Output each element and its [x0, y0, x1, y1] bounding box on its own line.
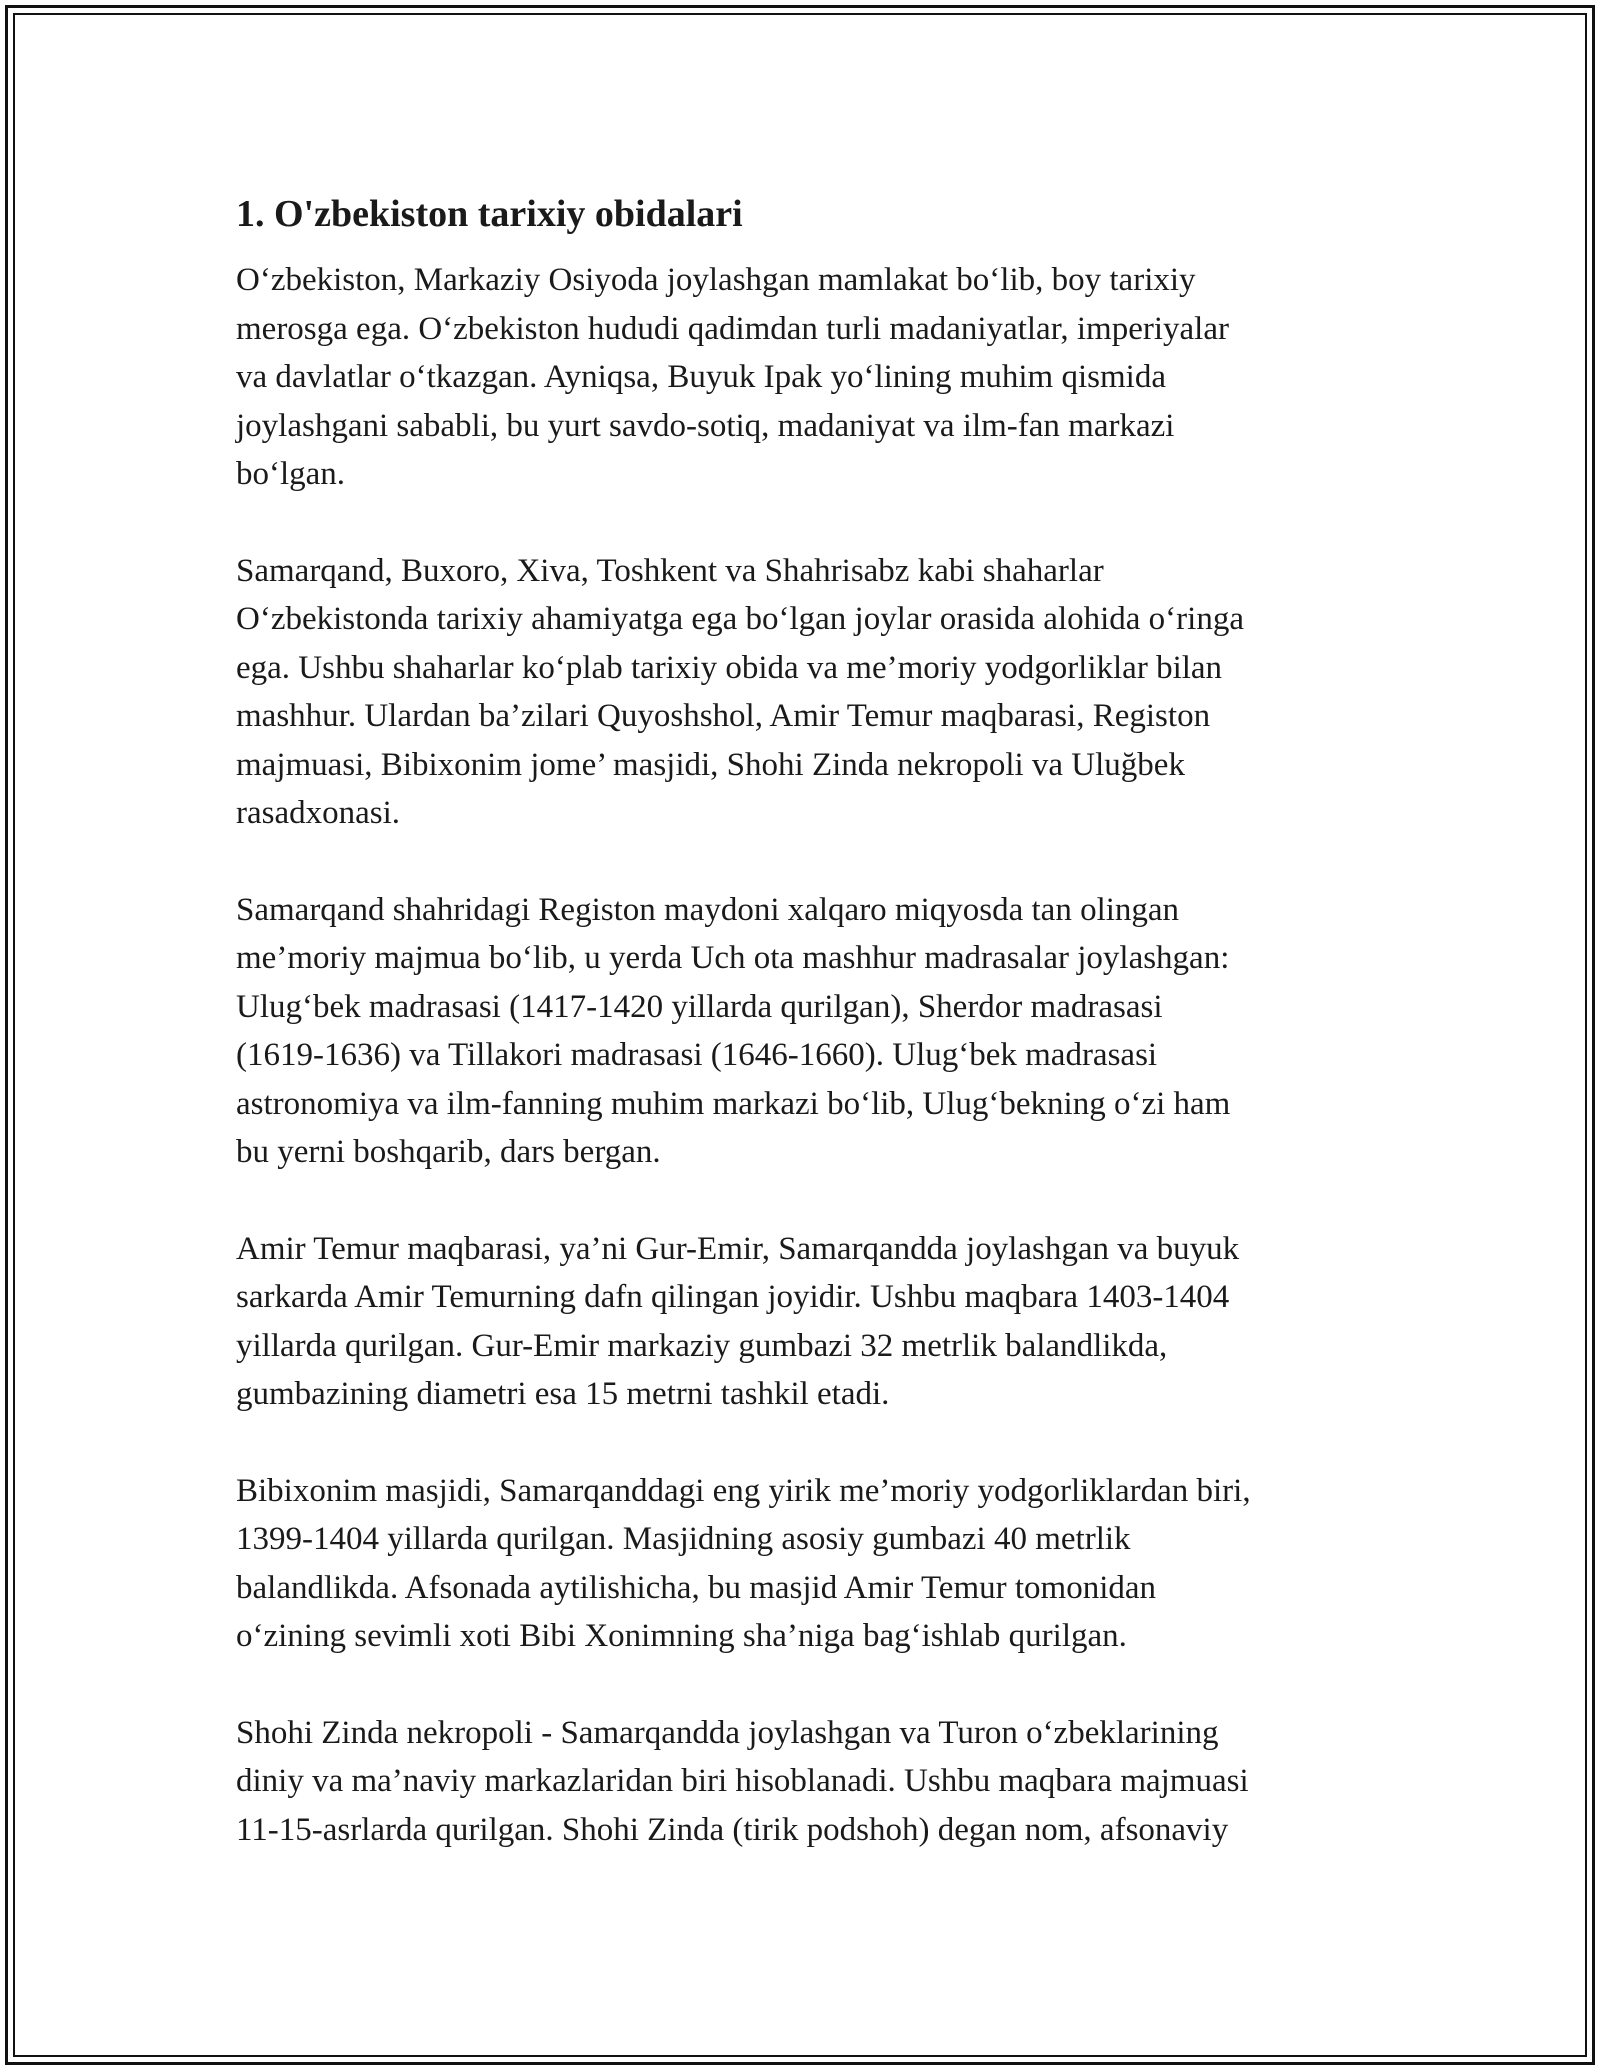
paragraph: Amir Temur maqbarasi, ya’ni Gur-Emir, Samarqandda joylashgan va buyuk sarkarda Amir Temurning dafn qilingan joyidir. Ushbu maqbara 1403-1404 yillarda qurilgan. Gur-Emir markaziy gumbazi 32 metrlik balandlikda, gumbazining diametri esa 15 metrni tashkil etadi. — [236, 1230, 1240, 1412]
paragraph: Shohi Zinda nekropoli - Samarqandda joylashgan va Turon o‘zbeklarining diniy va ma’naviy markazlaridan biri hisoblanadi. Ushbu maqbara majmuasi 11-15-asrlarda qurilgan. Shohi Zinda (tirik podshoh) degan nom, afsonaviy — [236, 1714, 1249, 1848]
paragraph: O‘zbekiston, Markaziy Osiyoda joylashgan mamlakat bo‘lib, boy tarixiy merosga ega. O‘zbekiston hududi qadimdan turli madaniyatlar, imperiyalar va davlatlar o‘tkazgan. Ayniqsa, Buyuk Ipak yo‘lining muhim qismida joylashgani sababli, bu yurt savdo-sotiq, madaniyat va ilm-fan markazi bo‘lgan. — [236, 262, 1229, 492]
document-title: 1. O'zbekiston tarixiy obidalari — [236, 193, 743, 235]
document-body — [236, 188, 1396, 1902]
paragraph: Samarqand shahridagi Registon maydoni xalqaro miqyosda tan olingan me’moriy majmua bo‘lib, u yerda Uch ota mashhur madrasalar joylashgan: Ulug‘bek madrasasi (1417-1420 yillarda qurilgan), Sherdor madrasasi (1619-1636) va Tillakori madrasasi (1646-1660). Ulug‘bek madrasasi astronomiya va ilm-fanning muhim markazi bo‘lib, Ulug‘bekning o‘zi ham bu yerni boshqarib, dars bergan. — [236, 891, 1231, 1170]
paragraph: Bibixonim masjidi, Samarqanddagi eng yirik me’moriy yodgorliklardan biri, 1399-1404 yillarda qurilgan. Masjidning asosiy gumbazi 40 metrlik balandlikda. Afsonada aytilishicha, bu masjid Amir Temur tomonidan o‘zining sevimli xoti Bibi Xonimning sha’niga bag‘ishlab qurilgan. — [236, 1472, 1251, 1654]
paragraph: Samarqand, Buxoro, Xiva, Toshkent va Shahrisabz kabi shaharlar O‘zbekistonda tarixiy ahamiyatga ega bo‘lgan joylar orasida alohida o‘ringa ega. Ushbu shaharlar ko‘plab tarixiy obida va me’moriy yodgorliklar bilan mashhur. Ulardan ba’zilari Quyoshshol, Amir Temur maqbarasi, Registon majmuasi, Bibixonim jome’ masjidi, Shohi Zinda nekropoli va Uluğbek rasadxonasi. — [236, 552, 1244, 831]
